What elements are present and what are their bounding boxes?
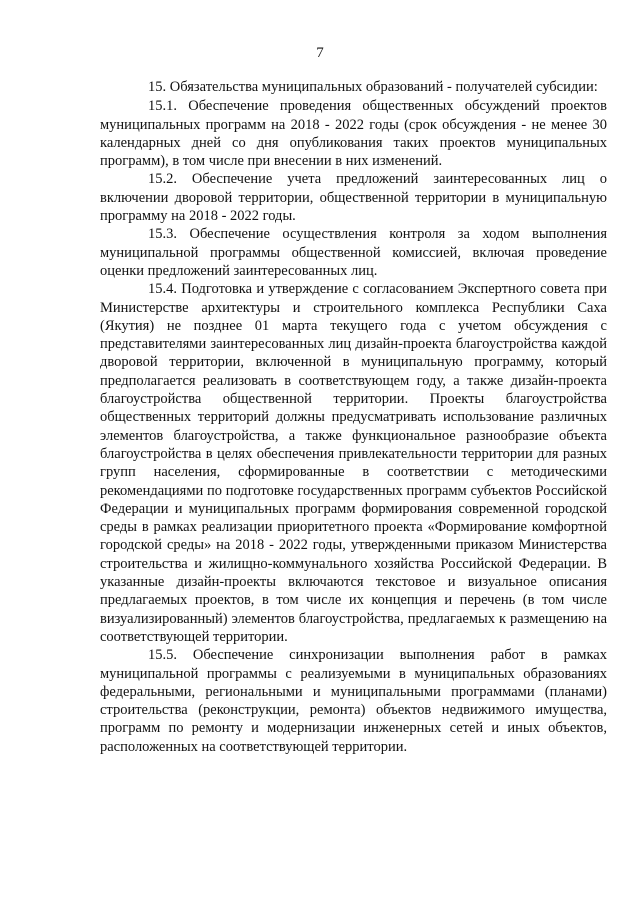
paragraph-15-1: 15.1. Обеспечение проведения общественных обсуждений проектов муниципальных программ на 2018 - 2022 годы (срок обсуждения - не менее 30 календарных дней со дня опубликования таких проектов муниципальных программ), в том числе при внесении в них изменений. xyxy=(100,98,607,170)
paragraph-15-5: 15.5. Обеспечение синхронизации выполнения работ в рамках муниципальной программы с реализуемыми в муниципальных образованиях федеральными, региональными и муниципальными программами (планами) строительства (реконструкции, ремонта) объектов недвижимого имущества, программ по ремонту и модернизации инженерных сетей и иных объектов, расположенных на соответствующей территории. xyxy=(100,647,607,755)
document-body xyxy=(100,78,607,756)
page-number: 7 xyxy=(316,45,324,61)
paragraph-15-3: 15.3. Обеспечение осуществления контроля за ходом выполнения муниципальной программы общественной комиссией, включая проведение оценки предложений заинтересованных лиц. xyxy=(100,226,607,279)
paragraph-15-4: 15.4. Подготовка и утверждение с согласованием Экспертного совета при Министерстве архитектуры и строительного комплекса Республики Саха (Якутия) не позднее 01 марта текущего года с учетом обсуждения с представителями заинтересованных лиц дизайн-проекта благоустройства каждой дворовой территории, включенной в муниципальную программу, который предполагается реализовать в соответствующем году, а также дизайн-проекта благоустройства общественной территории. Проекты благоустройства общественных территорий должны предусматривать использование различных элементов благоустройства, а также функциональное разнообразие объекта благоустройства в целях обеспечения привлекательности территории для разных групп населения, сформированные в соответствии с методическими рекомендациями по подготовке государственных программ субъектов Российской Федерации и муниципальных программ формирования современной городской среды в рамках реализации приоритетного проекта «Формирование комфортной городской среды» на 2018 - 2022 годы, утвержденными приказом Министерства строительства и жилищно-коммунального хозяйства Российской Федерации. В указанные дизайн-проекты включаются текстовое и визуальное описания предлагаемых проектов, в том числе их концепция и перечень (в том числе визуализированный) элементов благоустройства, предлагаемых к размещению на соответствующей территории. xyxy=(100,281,607,645)
paragraph-15-2: 15.2. Обеспечение учета предложений заинтересованных лиц о включении дворовой территории, общественной территории в муниципальную программу на 2018 - 2022 годы. xyxy=(100,171,607,225)
paragraph-15: 15. Обязательства муниципальных образований - получателей субсидии: xyxy=(148,79,598,95)
